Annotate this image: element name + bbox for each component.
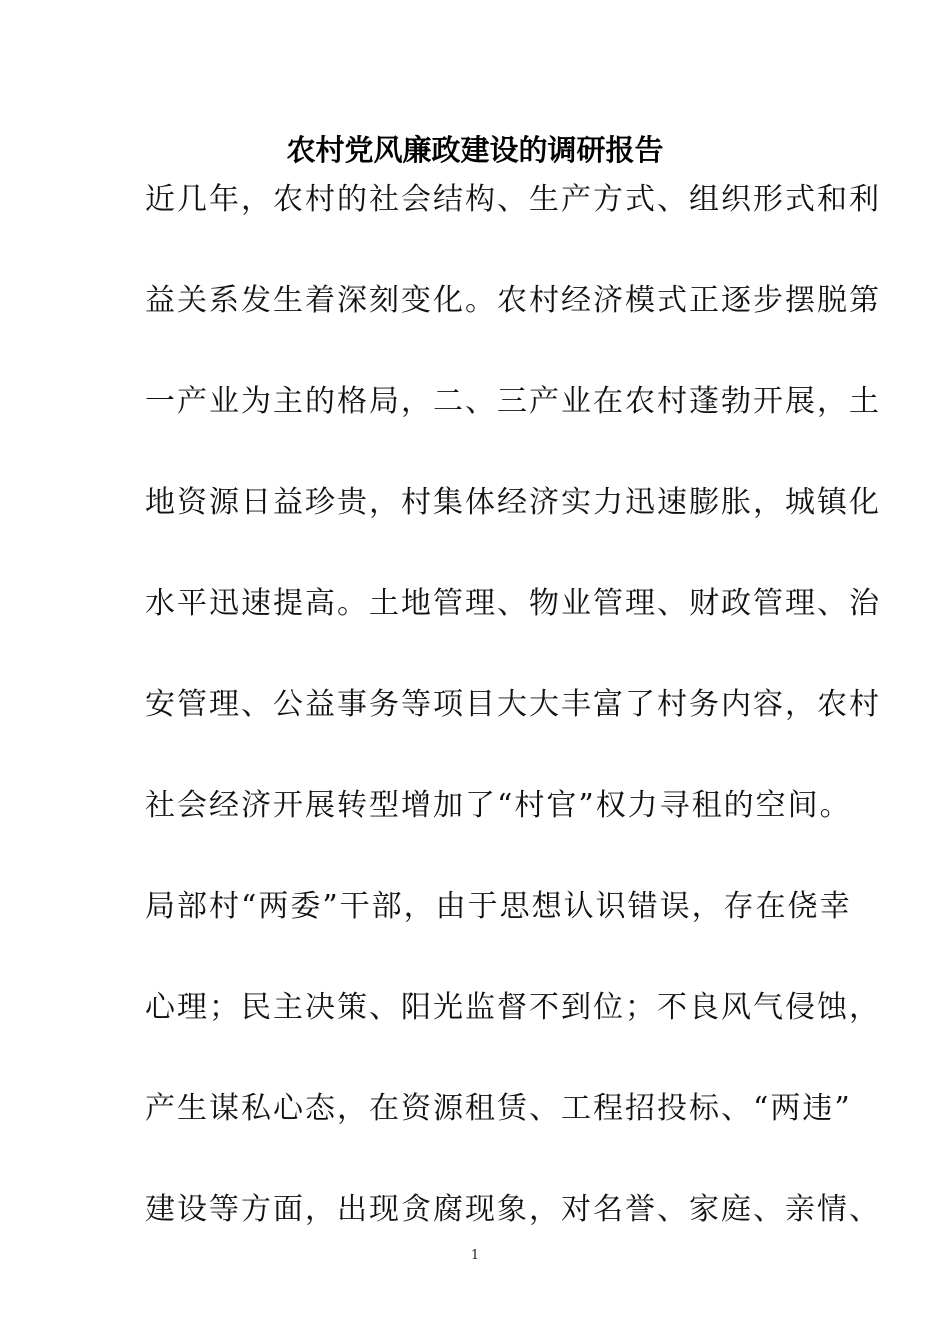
body-line: 心理；民主决策、阳光监督不到位；不良风气侵蚀，: [145, 990, 881, 1025]
body-line: 一产业为主的格局，二、三产业在农村蓬勃开展，土: [145, 384, 881, 419]
document-body: [145, 160, 881, 1271]
body-line: 益关系发生着深刻变化。农村经济模式正逐步摆脱第: [145, 283, 881, 318]
body-line: 产生谋私心态，在资源租赁、工程招投标、“两违”: [145, 1091, 852, 1126]
document-title: 农村党风廉政建设的调研报告: [286, 133, 664, 167]
body-line: 社会经济开展转型增加了“村官”权力寻租的空间。: [145, 788, 852, 823]
body-line: 局部村“两委”干部，由于思想认识错误，存在侥幸: [145, 889, 852, 924]
page-number: 1: [470, 1248, 480, 1263]
body-line: 近几年，农村的社会结构、生产方式、组织形式和利: [145, 182, 881, 217]
body-line: 建设等方面，出现贪腐现象，对名誉、家庭、亲情、: [145, 1192, 881, 1227]
body-line: 水平迅速提高。土地管理、物业管理、财政管理、治: [145, 586, 881, 621]
body-line: 地资源日益珍贵，村集体经济实力迅速膨胀，城镇化: [145, 485, 881, 520]
body-line: 安管理、公益事务等项目大大丰富了村务内容，农村: [145, 687, 881, 722]
